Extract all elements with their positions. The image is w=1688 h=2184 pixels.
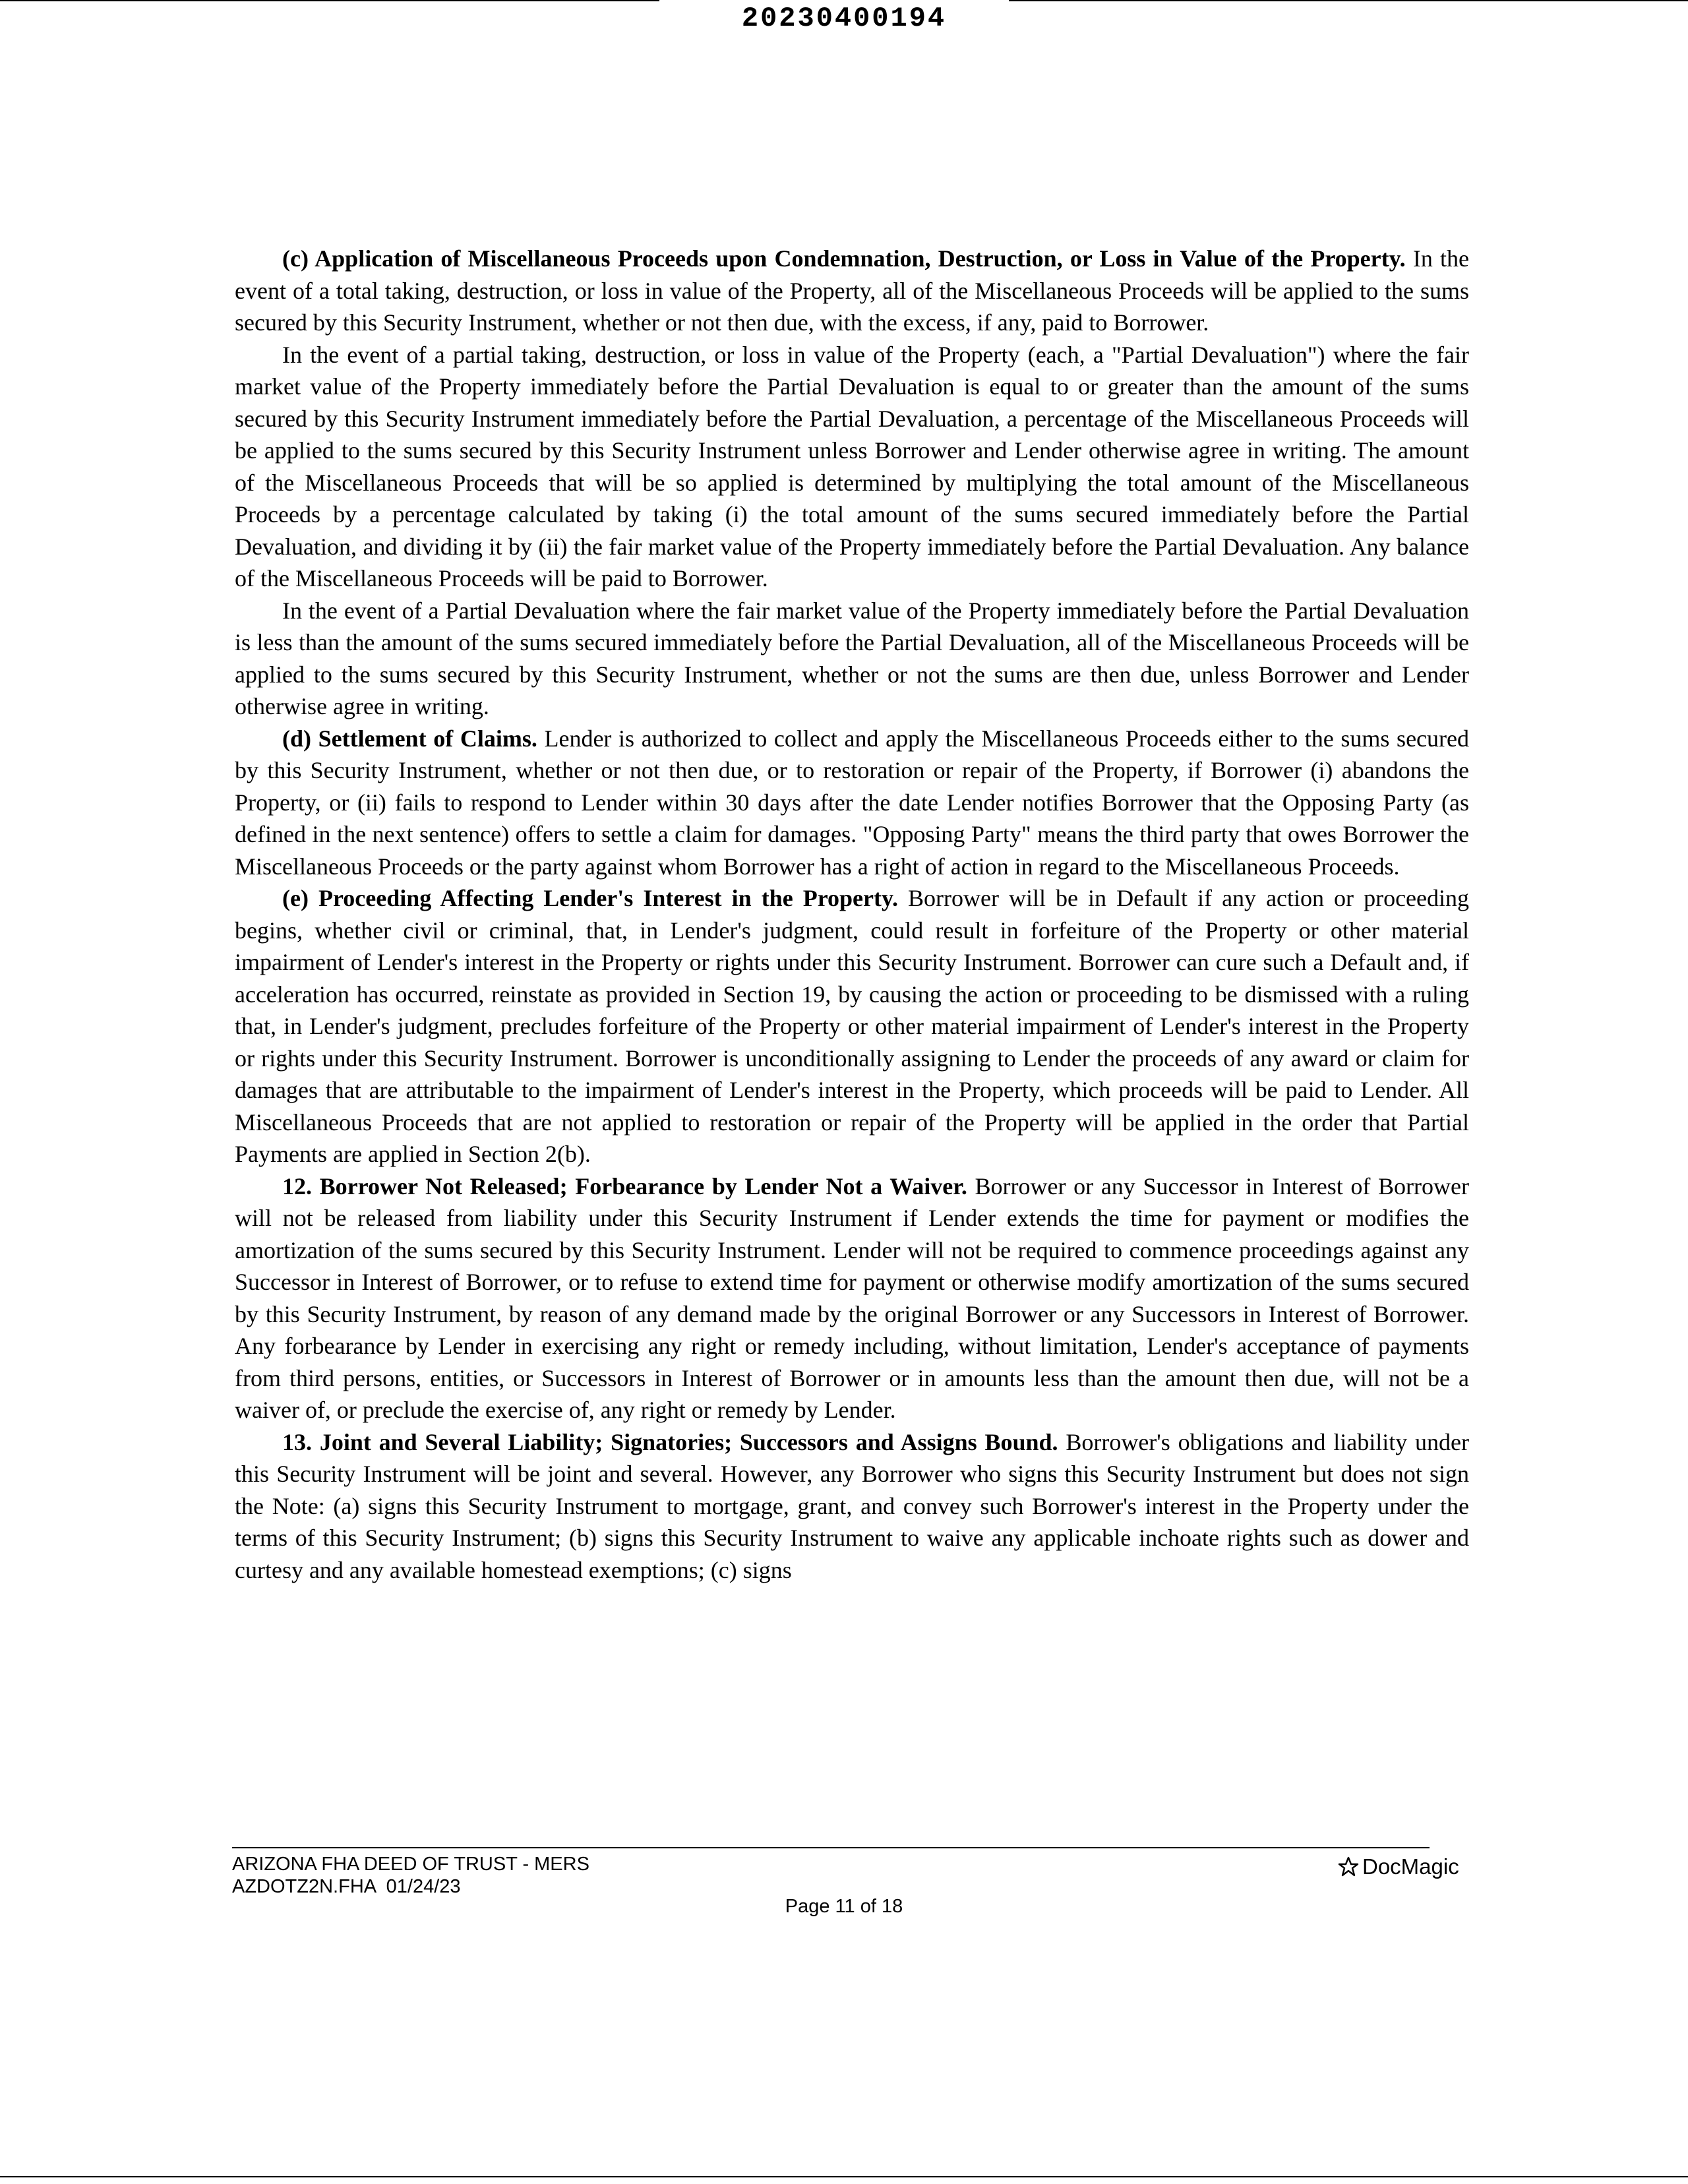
paragraph-heading: (d) Settlement of Claims. xyxy=(282,725,537,752)
paragraph-heading: 13. Joint and Several Liability; Signatories; Successors and Assigns Bound. xyxy=(282,1428,1058,1455)
paragraph-text: In the event of a Partial Devaluation where the fair market value of the Property immediately before the Partial Devaluation is less than the amount of the sums secured immediately before the Partial Devaluation, all of the Miscellaneous Proceeds will be applied to the sums secured by this Security Instrument, whether or not the sums are then due, unless Borrower and Lender otherwise agree in writing. xyxy=(235,597,1469,719)
paragraph-e xyxy=(235,882,1469,1170)
paragraph-text: Borrower or any Successor in Interest of Borrower will not be released from liability under this Security Instrument if Lender extends the time for payment or modifies the amortization of the sums secured by this Security Instrument. Lender will not be required to commence proceedings against any Successor in Interest of Borrower, or to refuse to extend time for payment or otherwise modify amortization of the sums secured by this Security Instrument, by reason of any demand made by the original Borrower or any Successors in Interest of Borrower. Any forbearance by Lender in exercising any right or remedy including, without limitation, Lender's acceptance of payments from third persons, entities, or Successors in Interest of Borrower or in amounts less than the amount then due, will not be a waiver of, or preclude the exercise of, any right or remedy by Lender. xyxy=(235,1172,1469,1423)
paragraph-heading: (c) Application of Miscellaneous Proceeds upon Condemnation, Destruction, or Loss in Value of the Property. xyxy=(282,245,1406,272)
paragraph-text: Lender is authorized to collect and apply the Miscellaneous Proceeds either to the sums secured by this Security Instrument, whether or not then due, or to restoration or repair of the Property, if Borrower (i) abandons the Property, or (ii) fails to respond to Lender within 30 days after the date Lender notifies Borrower that the Opposing Party (as defined in the next sentence) offers to settle a claim for damages. "Opposing Party" means the third party that owes Borrower the Miscellaneous Proceeds or the party against whom Borrower has a right of action in regard to the Miscellaneous Proceeds. xyxy=(235,725,1469,880)
paragraph-13 xyxy=(235,1426,1469,1587)
paragraph-heading: 12. Borrower Not Released; Forbearance by Lender Not a Waiver. xyxy=(282,1172,967,1199)
footer-form-info xyxy=(232,1853,589,1898)
page-number: Page 11 of 18 xyxy=(785,1896,903,1917)
paragraph-partial-devaluation xyxy=(235,339,1469,595)
paragraph-text: Borrower's obligations and liability under this Security Instrument will be joint and several. However, any Borrower who signs this Security Instrument but does not sign the Note: (a) signs this Security Instrument to mortgage, grant, and convey such Borrower's interest in the Property under the terms of this Security Instrument; (b) signs this Security Instrument to waive any applicable inchoate rights such as dower and curtesy and any available homestead exemptions; (c) signs xyxy=(235,1428,1469,1583)
paragraph-c xyxy=(235,243,1469,339)
footer-divider xyxy=(232,1847,1430,1848)
paragraph-12 xyxy=(235,1170,1469,1426)
top-border-right xyxy=(1009,0,1688,1)
paragraph-text: In the event of a total taking, destruction, or loss in value of the Property, all of the Miscellaneous Proceeds will be applied to the sums secured by this Security Instrument, whether or not then due, with the excess, if any, paid to Borrower. xyxy=(235,245,1469,336)
document-body xyxy=(235,243,1469,1586)
footer-form-title: ARIZONA FHA DEED OF TRUST - MERS xyxy=(232,1854,589,1875)
footer-form-code: AZDOTZ2N.FHA 01/24/23 xyxy=(232,1876,461,1897)
recording-number: 20230400194 xyxy=(741,3,947,34)
paragraph-partial-devaluation-less xyxy=(235,595,1469,723)
docmagic-logo xyxy=(1337,1854,1459,1879)
paragraph-text: In the event of a partial taking, destruction, or loss in value of the Property (each, a "Partial Devaluation") where the fair market value of the Property immediately before the Partial Devaluation is equal to or greater than the amount of the sums secured by this Security Instrument immediately before the Partial Devaluation, a percentage of the Miscellaneous Proceeds will be applied to the sums secured by this Security Instrument unless Borrower and Lender otherwise agree in writing. The amount of the Miscellaneous Proceeds that will be so applied is determined by multiplying the total amount of the Miscellaneous Proceeds by a percentage calculated by taking (i) the total amount of the sums secured immediately before the Partial Devaluation, and dividing it by (ii) the fair market value of the Property immediately before the Partial Devaluation. Any balance of the Miscellaneous Proceeds will be paid to Borrower. xyxy=(235,341,1469,592)
bottom-border xyxy=(0,2176,1688,2177)
paragraph-heading: (e) Proceeding Affecting Lender's Interest in the Property. xyxy=(282,885,899,911)
brand-name: DocMagic xyxy=(1362,1854,1459,1879)
star-outline-icon xyxy=(1337,1856,1360,1878)
paragraph-d xyxy=(235,723,1469,883)
top-border-left xyxy=(0,0,659,1)
paragraph-text: Borrower will be in Default if any action or proceeding begins, whether civil or criminal, that, in Lender's judgment, could result in forfeiture of the Property or other material impairment of Lender's interest in the Property or rights under this Security Instrument. Borrower can cure such a Default and, if acceleration has occurred, reinstate as provided in Section 19, by causing the action or proceeding to be dismissed with a ruling that, in Lender's judgment, precludes forfeiture of the Property or other material impairment of Lender's interest in the Property or rights under this Security Instrument. Borrower is unconditionally assigning to Lender the proceeds of any award or claim for damages that are attributable to the impairment of Lender's interest in the Property, which proceeds will be paid to Lender. All Miscellaneous Proceeds that are not applied to restoration or repair of the Property will be applied in the order that Partial Payments are applied in Section 2(b). xyxy=(235,885,1470,1167)
